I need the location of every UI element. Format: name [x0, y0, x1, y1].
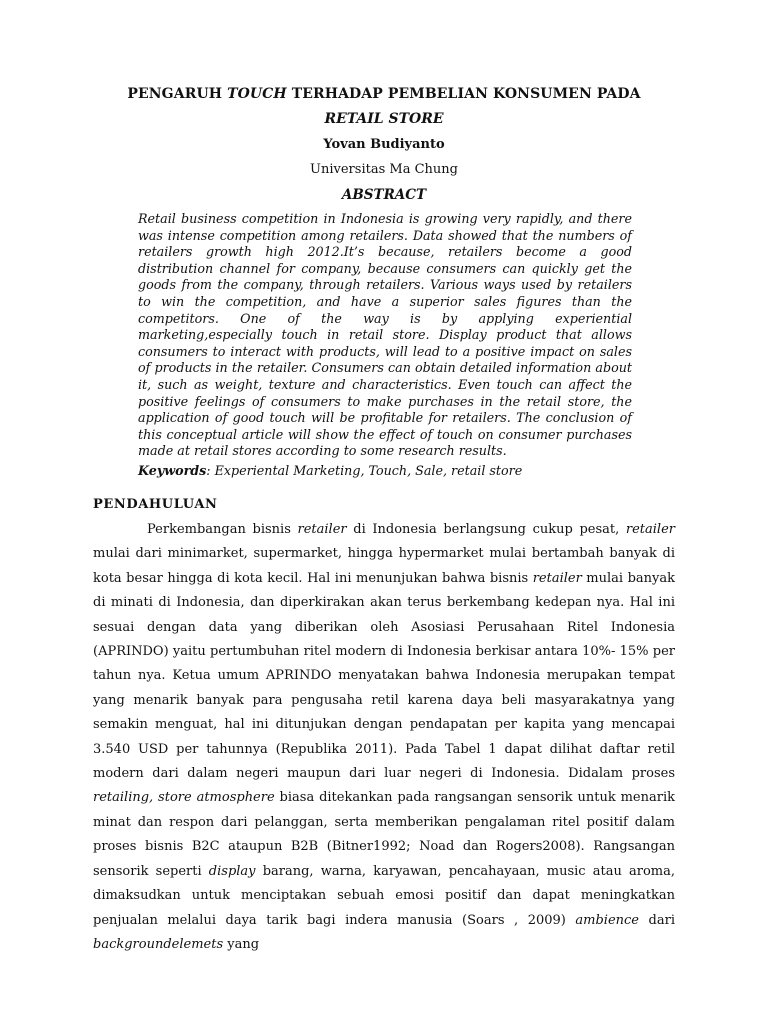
paper-subtitle: RETAIL STORE — [324, 111, 444, 127]
section-heading: PENDAHULUAN — [93, 497, 218, 512]
body-italic-span: retailer — [297, 522, 347, 537]
author-affiliation: Universitas Ma Chung — [310, 162, 458, 177]
abstract-text: Retail business competition in Indonesia is growing very rapidly, and there was intense competition among retailers. Data showed that the numbers of retailers growth high 2012.It’s because, retailers become a good distribution channel for company, because consumers can quickly get the goods from the company, through retailers. Various ways used by retailers to win the competition, and have a superior sales figures than the competitors. One of the way is by applying experiential marketing,especially touch in retail store. Display product that allows consumers to interact with products, will lead to a positive impact on sales of products in the retailer. Consumers can obtain detailed information about it, such as weight, texture and characteristics. Even touch can affect the positive feelings of consumers to make purchases in the retail store, the application of good touch will be profitable for retailers. The conclusion of this conceptual article will show the effect of touch on consumer purchases made at retail stores according to some research results. — [138, 211, 632, 459]
body-text-span: yang — [223, 936, 260, 952]
body-italic-span: ambience — [575, 912, 640, 928]
paper-title — [0, 86, 768, 102]
title-part2: TERHADAP PEMBELIAN KONSUMEN PADA — [286, 86, 641, 102]
body-text-span: mulai dari minimarket, supermarket, hingga hypermarket mulai bertambah banyak di kota besar hingga di kota kecil. Hal ini menunjukan bahwa bisnis — [93, 546, 675, 586]
body-italic-span: backgroundelemets — [93, 936, 224, 952]
title-part1: PENGARUH — [127, 86, 228, 102]
body-text-span: Perkembangan bisnis — [147, 522, 298, 537]
body-text-span: biasa ditekankan pada rangsangan sensorik untuk menarik minat dan respon dari pelanggan, serta memberikan pengalaman ritel positif dalam proses bisnis B2C ataupun B2B (Bitner1992; Noad dan Rogers2008). Rangsangan sensorik seperti — [93, 790, 676, 879]
keywords-label: Keywords — [138, 463, 207, 478]
keywords-text: : Experiental Marketing, Touch, Sale, retail store — [206, 463, 523, 478]
body-paragraph — [93, 518, 675, 957]
body-text-span: mulai banyak di minati di Indonesia, dan diperkirakan akan terus berkembang kedepan nya. Hal ini sesuai dengan data yang diberikan oleh Asosiasi Perusahaan Ritel Indonesia (APRINDO) yaitu pertumbuhan ritel modern di Indonesia berkisar antara 10%- 15% per tahun nya. Ketua umum APRINDO menyatakan bahwa Indonesia merupakan tempat yang menarik banyak para pengusaha retil karena daya beli masyarakatnya yang semakin menguat, hal ini ditunjukan dengan pendapatan per kapita yang mencapai 3.540 USD per tahunnya (Republika 2011). Pada Tabel 1 dapat dilihat daftar retil modern dari dalam negeri maupun dari luar negeri di Indonesia. Didalam proses — [93, 570, 675, 782]
paragraph — [93, 518, 675, 957]
abstract-heading: ABSTRACT — [341, 187, 427, 203]
body-text-span: barang, warna, karyawan, pencahayaan, music atau aroma, dimaksudkan untuk menciptakan sebuah emosi positif dan dapat meningkatkan penjualan melalui daya tarik bagi indera manusia (Soars , 2009) — [93, 863, 675, 928]
body-italic-span: retailer — [625, 522, 675, 537]
body-italic-span: retailing, store atmosphere — [93, 790, 275, 806]
title-italic: TOUCH — [227, 86, 287, 102]
keywords-line — [138, 463, 632, 480]
body-italic-span: display — [208, 863, 256, 879]
body-italic-span: retailer — [532, 570, 582, 586]
author-name: Yovan Budiyanto — [323, 137, 445, 152]
body-text-span: dari — [639, 912, 675, 928]
body-text-span: di Indonesia berlangsung cukup pesat, — [346, 522, 626, 537]
